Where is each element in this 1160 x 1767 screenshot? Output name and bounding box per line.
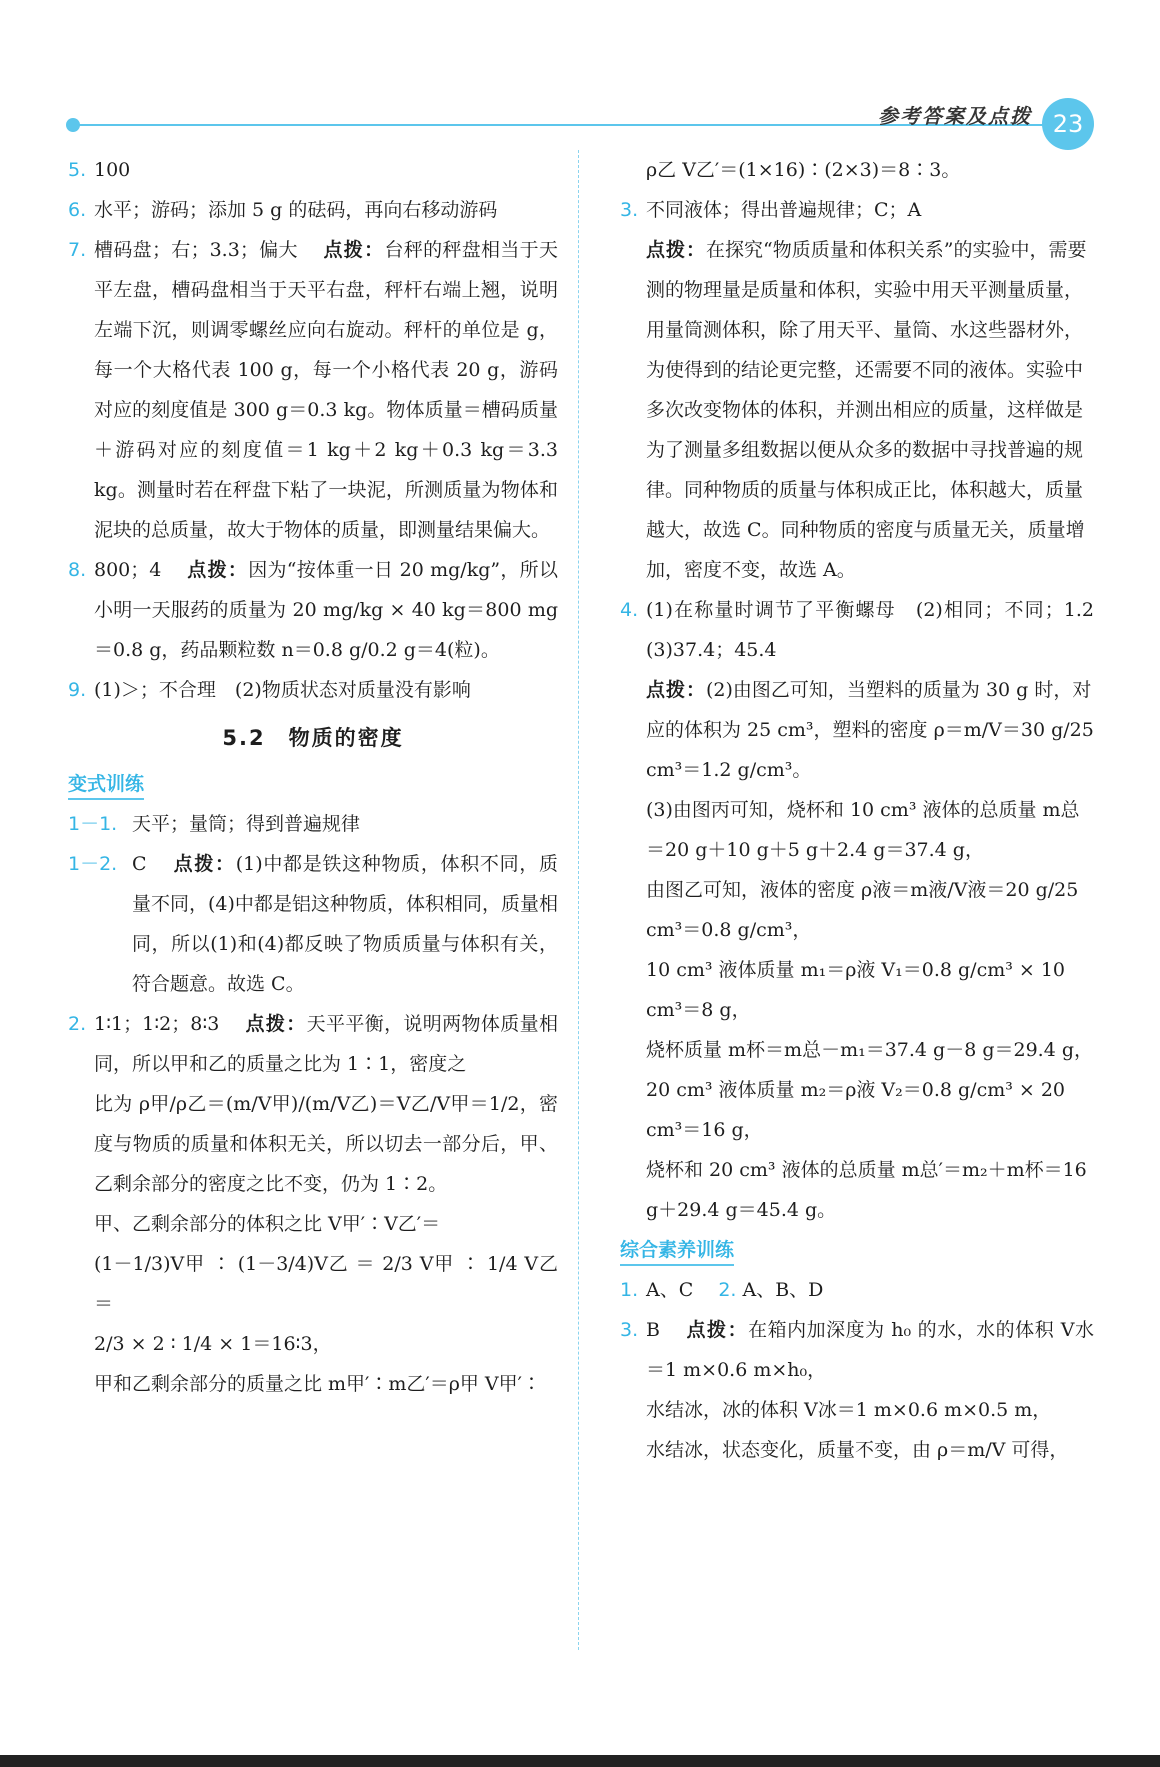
training-heading: 变式训练 (68, 770, 144, 800)
answer-text: A、C (646, 1279, 694, 1301)
hint-text: 比为 ρ甲/ρ乙＝(m/V甲)/(m/V乙)＝V乙/V甲＝1/2，密度与物质的质量和体积无关，所以切去一部分后，甲、乙剩余部分的密度之比不变，仍为 1∶2。 (94, 1093, 558, 1195)
question-number: 3. (620, 1319, 639, 1341)
hint-text: (2)由图乙可知，当塑料的质量为 30 g 时，对应的体积为 25 cm³，塑料的密度 ρ＝m/V＝30 g/25 cm³＝1.2 g/cm³。 (646, 679, 1094, 781)
hint-text: 台秤的秤盘相当于天平左盘，槽码盘相当于天平右盘，秤杆右端上翘，说明左端下沉，则调零螺丝应向右旋动。秤杆的单位是 g，每一个大格代表 100 g，每一个小格代表 20 g，游码对应的刻度值是 300 g＝0.3 kg。物体质量＝槽码质量＋游码对应的刻度值＝1 kg＋2 kg＋0.3 kg＝3.3 kg。测量时若在秤盘下粘了一块泥，所测质量为物体和泥块的总质量，故大于物体的质量，即测量结果偏大。 (94, 239, 558, 541)
answer-text: 800；4 (94, 559, 162, 581)
hint-label: 点拨： (245, 1013, 307, 1035)
question-number: 6. (68, 199, 87, 221)
answer-7 (68, 230, 558, 550)
question-number: 4. (620, 599, 639, 621)
hint-label: 点拨： (173, 853, 236, 875)
hint-block (620, 230, 1094, 590)
hint-text: 甲和乙剩余部分的质量之比 m甲′∶m乙′＝ρ甲 V甲′∶ (94, 1373, 541, 1395)
hint-block (620, 670, 1094, 1230)
hint-text: (3)由图丙可知，烧杯和 10 cm³ 液体的总质量 m总＝20 g＋10 g＋5 g＋2.4 g＝37.4 g， (646, 799, 1080, 861)
bottom-bar (0, 1755, 1160, 1767)
question-number: 3. (620, 199, 639, 221)
hint-text: 在箱内加深度为 h₀ 的水，水的体积 V水＝1 m×0.6 m×h₀， (646, 1319, 1094, 1381)
question-number: 1－2. (68, 853, 118, 875)
hint-formula: 2/3 × 2 ∶ 1/4 × 1＝16∶3， (94, 1333, 332, 1355)
answer-5 (68, 150, 558, 190)
answer-text: (1)在称量时调节了平衡螺母 (2)相同；不同；1.2 (3)37.4；45.4 (646, 599, 1114, 661)
answer-8 (68, 550, 558, 670)
question-number: 9. (68, 679, 87, 701)
hint-text: 水结冰，冰的体积 V冰＝1 m×0.6 m×0.5 m， (646, 1399, 1052, 1421)
answer-2 (68, 1004, 558, 1404)
hint-text: (1)中都是铁这种物质，体积不同，质量不同，(4)中都是铝这种物质，体积相同，质量相同，所以(1)和(4)都反映了物质质量与体积有关，符合题意。故选 C。 (132, 853, 558, 995)
answer-text: 1∶1；1∶2；8∶3 (94, 1013, 220, 1035)
question-number: 2. (718, 1279, 737, 1301)
answer-text: 100 (94, 159, 131, 181)
page-header-title: 参考答案及点拨 (878, 104, 1032, 128)
question-number: 2. (68, 1013, 87, 1035)
answer-1-2-combined (620, 1270, 1094, 1310)
answer-text: 天平；量筒；得到普遍规律 (132, 813, 361, 835)
answer-6 (68, 190, 558, 230)
hint-text: 在探究“物质质量和体积关系”的实验中，需要测的物理量是质量和体积，实验中用天平测量质量，用量筒测体积，除了用天平、量筒、水这些器材外，为使得到的结论更完整，还需要不同的液体。实验中多次改变物体的体积，并测出相应的质量，这样做是为了测量多组数据以便从众多的数据中寻找普遍的规律。同种物质的质量与体积成正比，体积越大，质量越大，故选 C。同种物质的密度与质量无关，质量增加，密度不变，故选 A。 (646, 239, 1087, 581)
answer-1-1 (68, 804, 558, 844)
hint-text: 水结冰，状态变化，质量不变，由 ρ＝m/V 可得， (646, 1439, 1069, 1461)
training-heading: 综合素养训练 (620, 1236, 734, 1266)
hint-label: 点拨： (323, 239, 385, 261)
hint-text: 10 cm³ 液体质量 m₁＝ρ液 V₁＝0.8 g/cm³ × 10 cm³＝8 g， (646, 959, 1066, 1021)
left-column (68, 150, 558, 1404)
page-number: 23 (1042, 98, 1094, 150)
question-number: 5. (68, 159, 87, 181)
hint-label: 点拨： (187, 559, 249, 581)
answer-1-2 (68, 844, 558, 1004)
question-number: 7. (68, 239, 87, 261)
answer-3-b (620, 1310, 1094, 1470)
hint-label: 点拨： (646, 679, 707, 701)
answer-text: 水平；游码；添加 5 g 的砝码，再向右移动游码 (94, 199, 498, 221)
answer-text: (1)＞；不合理 (2)物质状态对质量没有影响 (94, 679, 471, 701)
hint-text: 烧杯和 20 cm³ 液体的总质量 m总′＝m₂＋m杯＝16 g＋29.4 g＝45.4 g。 (646, 1159, 1087, 1221)
answer-text: A、B、D (742, 1279, 824, 1301)
answer-9 (68, 670, 558, 710)
answer-text: 不同液体；得出普遍规律；C；A (646, 199, 922, 221)
hint-label: 点拨： (686, 1319, 749, 1341)
hint-text: 20 cm³ 液体质量 m₂＝ρ液 V₂＝0.8 g/cm³ × 20 cm³＝16 g， (646, 1079, 1066, 1141)
column-divider (578, 150, 579, 1650)
section-title: 5.2 物质的密度 (222, 726, 404, 750)
answer-4 (620, 590, 1114, 670)
hint-text: 烧杯质量 m杯＝m总－m₁＝37.4 g－8 g＝29.4 g， (646, 1039, 1094, 1061)
continued-formula: ρ乙 V乙′＝(1×16)∶(2×3)＝8∶3。 (646, 159, 961, 181)
right-column (620, 150, 1114, 1470)
hint-text: 由图乙可知，液体的密度 ρ液＝m液/V液＝20 g/25 cm³＝0.8 g/cm³， (646, 879, 1079, 941)
hint-text: 因为“按体重一日 20 mg/kg”，所以小明一天服药的质量为 20 mg/kg × 40 kg＝800 mg＝0.8 g，药品颗粒数 n＝0.8 g/0.2 g＝4(粒)。 (94, 559, 558, 661)
question-number: 8. (68, 559, 87, 581)
answer-text: 槽码盘；右；3.3；偏大 (94, 239, 298, 261)
question-number: 1. (620, 1279, 639, 1301)
answer-3 (620, 190, 1094, 230)
answer-text: C (132, 853, 147, 875)
hint-label: 点拨： (646, 239, 707, 261)
answer-text: B (646, 1319, 660, 1341)
hint-text: 天平平衡，说明两物体质量相同，所以甲和乙的质量之比为 1∶1，密度之 (94, 1013, 558, 1075)
hint-formula: (1－1/3)V甲 ∶ (1－3/4)V乙 ＝ 2/3 V甲 ∶ 1/4 V乙 ＝ (94, 1253, 558, 1315)
question-number: 1－1. (68, 813, 118, 835)
hint-text: 甲、乙剩余部分的体积之比 V甲′∶V乙′＝ (94, 1213, 441, 1235)
